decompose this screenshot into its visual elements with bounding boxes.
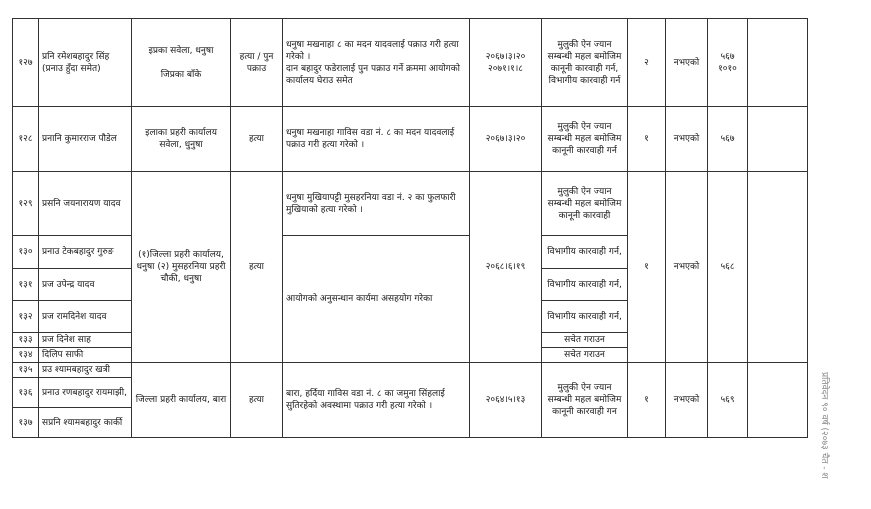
person-name: प्रनाउ रणबहादुर रायमाझी, (39, 378, 132, 408)
serial-number: १२७ (13, 19, 39, 107)
status-value: नभएको (666, 19, 708, 107)
incident-type: हत्या (231, 172, 283, 363)
decision-text: मुलुकी ऐन ज्यान सम्बन्धी महल बमोजिम कानूनी कारवाही गर्न, विभागीय कारवाही गर्न (542, 19, 628, 107)
description-cell (283, 19, 470, 107)
description-text: आयोगको अनुसन्धान कार्यमा असहयोग गरेका (283, 236, 470, 363)
serial-number: १३६ (13, 378, 39, 408)
date-text: २०७१।१।८ (488, 63, 523, 74)
serial-number: १३५ (13, 363, 39, 378)
office-text: इलाका प्रहरी कार्यालय सवेला, धुनुषा (132, 107, 231, 172)
description-text: बारा, हर्दिया गाविस वडा नं. ८ का जमुना सिंहलाई सुतिरहेको अवस्थामा पक्राउ गरी हत्या गरेको । (283, 363, 470, 438)
description-text: धनुषा मुखियापट्टी मुसहरनिया वडा नं. २ का फुलफारी मुखियाको हत्या गरेको । (283, 172, 470, 236)
person-name: प्रसनि जयनारायण यादव (39, 172, 132, 236)
person-name: प्रउ श्यामबहादुर खत्री (39, 363, 132, 378)
table-row (13, 172, 808, 236)
person-name: सप्रनि श्यामबहादुर कार्की (39, 408, 132, 438)
date-text: २०६८।६।१९ (470, 172, 542, 363)
reference-text: ५६९ (708, 363, 748, 438)
reference-text: ५६७ (708, 107, 748, 172)
serial-number: १३२ (13, 301, 39, 333)
status-value: नभएको (666, 363, 708, 438)
description-text: धनुषा मखनाहा गाविस वडा नं. ८ का मदन यादवलाई पक्राउ गरी हत्या गरेको । (283, 107, 470, 172)
status-value: नभएको (666, 172, 708, 363)
table-row (13, 363, 808, 378)
reference-cell (708, 19, 748, 107)
serial-number: १३० (13, 236, 39, 269)
person-name: प्रज दिनेश साह (39, 333, 132, 348)
incident-type: हत्या (231, 363, 283, 438)
description-text: धनुषा मखनाहा ८ का मदन यादवलाई पक्राउ गरी हत्या गरेको । (286, 39, 459, 62)
date-text: २०६७।३।२० (470, 107, 542, 172)
person-name: प्रनि रमेशबहादुर सिंह (प्रनाउ हुँदा समेत) (39, 19, 132, 107)
date-text: २०६७।३।२० (485, 51, 526, 62)
person-name: प्रज उपेन्द्र यादव (39, 269, 132, 301)
description-text: दान बहादुर फडेरालाई पुन पक्राउ गर्ने क्रममा आयोगको कार्यालय घेराउ समेत (286, 63, 460, 86)
serial-number: १३७ (13, 408, 39, 438)
count-value: १ (628, 363, 666, 438)
table-row (13, 107, 808, 172)
person-name: प्रनानि कुमारराज पौडेल (39, 107, 132, 172)
reference-text: ५६७ (720, 51, 735, 62)
side-page-note: प्रतिवेदन ९० वर्ष (२०७३ चैत - श (819, 372, 829, 479)
office-text: (१)जिल्ला प्रहरी कार्यालय, धनुषा (२) मुसहरनिया प्रहरी चौकी, धनुषा (132, 172, 231, 363)
date-text: २०६४।५।१३ (470, 363, 542, 438)
decision-text: मुलुकी ऐन ज्यान सम्बन्धी महल बमोजिम कानूनी कारवाही गन (542, 363, 628, 438)
incident-type: हत्या (231, 107, 283, 172)
reference-text: १०१० (718, 63, 737, 74)
serial-number: १३१ (13, 269, 39, 301)
table-row (13, 19, 808, 107)
serial-number: १३४ (13, 348, 39, 363)
decision-text: सचेत गराउन (542, 348, 628, 363)
serial-number: १३३ (13, 333, 39, 348)
empty-cell (748, 363, 808, 438)
incident-type: हत्या / पुन पक्राउ (231, 19, 283, 107)
status-value: नभएको (666, 107, 708, 172)
office-text: इप्रका सवेला, धनुषा (148, 45, 214, 56)
decision-text: विभागीय कारवाही गर्न, (542, 236, 628, 269)
count-value: २ (628, 19, 666, 107)
decision-text: विभागीय कारवाही गर्न, (542, 301, 628, 333)
count-value: १ (628, 107, 666, 172)
empty-cell (748, 172, 808, 363)
empty-cell (748, 107, 808, 172)
reference-text: ५६८ (708, 172, 748, 363)
decision-text: विभागीय कारवाही गर्न, (542, 269, 628, 301)
person-name: प्रज रामदिनेश यादव (39, 301, 132, 333)
serial-number: १२९ (13, 172, 39, 236)
records-table (12, 18, 808, 438)
decision-text: मुलुकी ऐन ज्यान सम्बन्धी महल बमोजिम कानूनी कारवाही गर्न (542, 107, 628, 172)
empty-cell (748, 19, 808, 107)
office-text: जिप्रका बाँके (160, 69, 202, 80)
count-value: १ (628, 172, 666, 363)
office-text: जिल्ला प्रहरी कार्यालय, बारा (132, 363, 231, 438)
serial-number: १२८ (13, 107, 39, 172)
person-name: प्रनाउ टेकबहादुर गुरुङ (39, 236, 132, 269)
person-name: दिलिप साफी (39, 348, 132, 363)
decision-text: मुलुकी ऐन ज्यान सम्बन्धी महल बमोजिम कानूनी कारवाही (542, 172, 628, 236)
decision-text: सचेत गराउन (542, 333, 628, 348)
date-cell (470, 19, 542, 107)
office-cell (132, 19, 231, 107)
